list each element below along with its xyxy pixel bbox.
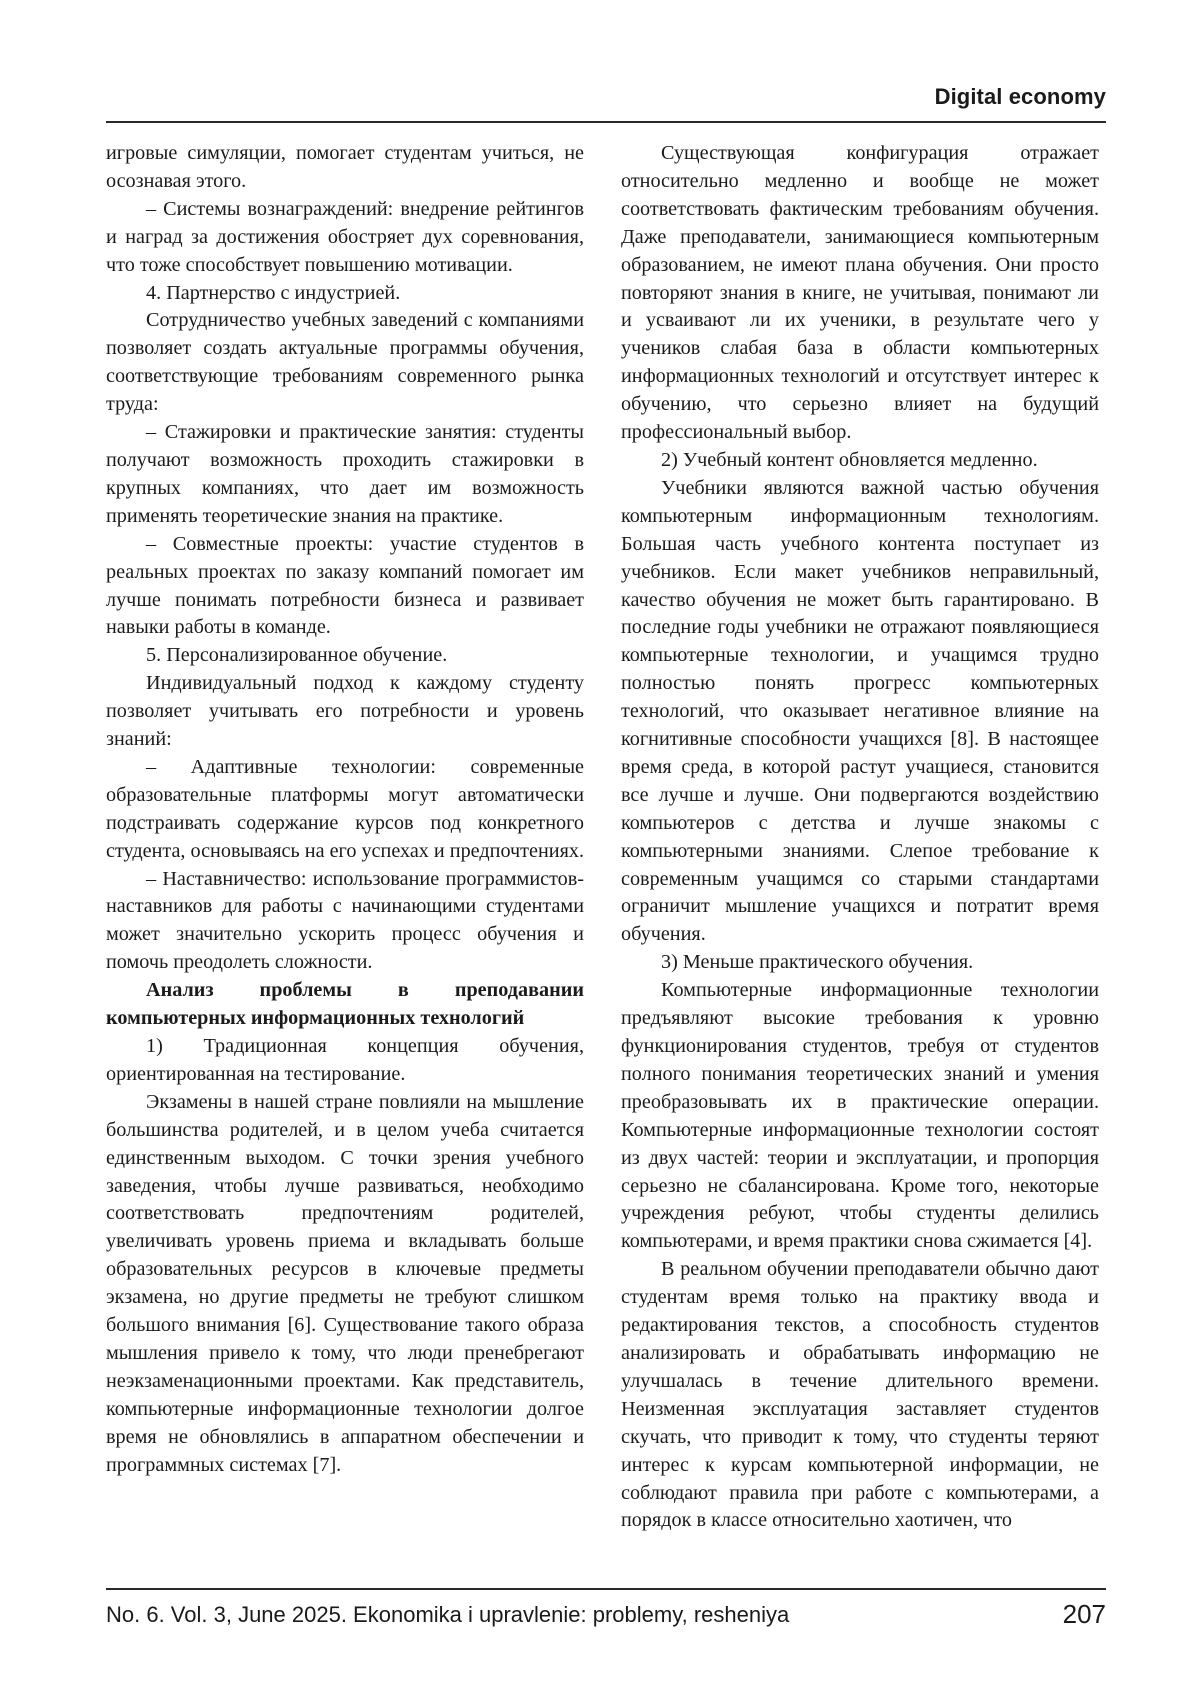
paragraph: Существующая конфигурация отражает относительно медленно и вообще не может соответствовать фактическим требованиям обучения. Даже преподаватели, занимающиеся компьютерным образованием, не имеют плана обучения. Они просто повторяют знания в книге, не учитывая, понимают ли и усваивают ли их ученики, в результате чего у учеников слабая база в области компьютерных информационных технологий и отсутствует интерес к обучению, что серьезно влияет на будущий профессиональный выбор. <box>621 142 1099 444</box>
numbered-item: 3) Меньше практического обучения. <box>661 951 974 974</box>
paragraph: Учебники являются важной частью обучения компьютерным информационным технологиям. Большая часть учебного контента поступает из учебников. Если макет учебников неправильный, качество обучения не может быть гарантировано. В последние годы учебники не отражают появляющиеся компьютерные технологии, и учащимся трудно полностью понять прогресс компьютерных технологий, что оказывает негативное влияние на когнитивные способности учащихся [8]. В настоящее время среда, в которой растут учащиеся, становится все лучше и лучше. Они подвергаются воздействию компьютеров с детства и лучше знакомы с компьютерными знаниями. Слепое требование к современным учащимся со старыми стандартами ограничит мышление учащихся и потратит время обучения. <box>621 476 1099 946</box>
journal-citation: No. 6. Vol. 3, June 2025. Ekonomika i upravlenie: problemy, resheniya <box>106 1602 790 1627</box>
paragraph: – Наставничество: использование программистов-наставников для работы с начинающими студентами может значительно ускорить процесс обучения и помочь преодолеть сложности. <box>106 867 584 974</box>
right-text-column <box>621 140 1099 1535</box>
page-number: 207 <box>1062 1599 1106 1629</box>
paragraph: Индивидуальный подход к каждому студенту позволяет учитывать его потребности и уровень знаний: <box>106 672 584 751</box>
left-text-column <box>106 140 584 1480</box>
section-heading: Анализ проблемы в преподавании компьютерных информационных технологий <box>106 979 584 1030</box>
numbered-item: 4. Партнерство с индустрией. <box>146 281 401 304</box>
paragraph: Сотрудничество учебных заведений с компаниями позволяет создать актуальные программы обучения, соответствующие требованиям современного рынка труда: <box>106 309 584 416</box>
paragraph-continuation: игровые симуляции, помогает студентам учиться, не осознавая этого. <box>106 142 584 192</box>
paragraph: – Адаптивные технологии: современные образовательные платформы могут автоматически подстраивать содержание курсов под конкретного студента, основываясь на его успехах и предпочтениях. <box>106 755 584 862</box>
running-header-title: Digital economy <box>934 84 1106 109</box>
paragraph: – Системы вознаграждений: внедрение рейтингов и наград за достижения обостряет дух соревнования, что тоже способствует повышению мотивации. <box>106 197 584 276</box>
footer-rule <box>106 1588 1106 1590</box>
numbered-item: 1) Традиционная концепция обучения, ориентированная на тестирование. <box>106 1035 584 1085</box>
paragraph: Экзамены в нашей стране повлияли на мышление большинства родителей, и в целом учеба считается единственным выходом. С точки зрения учебного заведения, чтобы лучше развиваться, необходимо соответствовать предпочтениям родителей, увеличивать уровень приема и вкладывать больше образовательных ресурсов в ключевые предметы экзамена, но другие предметы не требуют слишком большого внимания [6]. Существование такого образа мышления привело к тому, что люди пренебрегают неэкзаменационными проектами. Как представитель, компьютерные информационные технологии долгое время не обновлялись в аппаратном обеспечении и программных системах [7]. <box>106 1090 584 1476</box>
paragraph: В реальном обучении преподаватели обычно дают студентам время только на практику ввода и редактирования текстов, а способность студентов анализировать и обрабатывать информацию не улучшалась в течение длительного времени. Неизменная эксплуатация заставляет студентов скучать, что приводит к тому, что студенты теряют интерес к курсам компьютерной информации, не соблюдают правила при работе с компьютерами, а порядок в классе относительно хаотичен, что <box>621 1258 1099 1532</box>
paragraph: – Стажировки и практические занятия: студенты получают возможность проходить стажировки в крупных компаниях, что дает им возможность применять теоретические знания на практике. <box>106 421 584 527</box>
header-rule <box>106 121 1106 123</box>
paragraph: – Совместные проекты: участие студентов в реальных проектах по заказу компаний помогает им лучше понимать потребности бизнеса и развивает навыки работы в команде. <box>106 532 584 639</box>
numbered-item: 5. Персонализированное обучение. <box>146 644 448 667</box>
paragraph: Компьютерные информационные технологии предъявляют высокие требования к уровню функционирования студентов, требуя от студентов полного понимания теоретических знаний и умения преобразовывать их в практические операции. Компьютерные информационные технологии состоят из двух частей: теории и эксплуатации, и пропорция серьезно не сбалансирована. Кроме того, некоторые учреждения ребуют, чтобы студенты делились компьютерами, и время практики снова сжимается [4]. <box>621 979 1099 1253</box>
numbered-item: 2) Учебный контент обновляется медленно. <box>661 448 1038 471</box>
